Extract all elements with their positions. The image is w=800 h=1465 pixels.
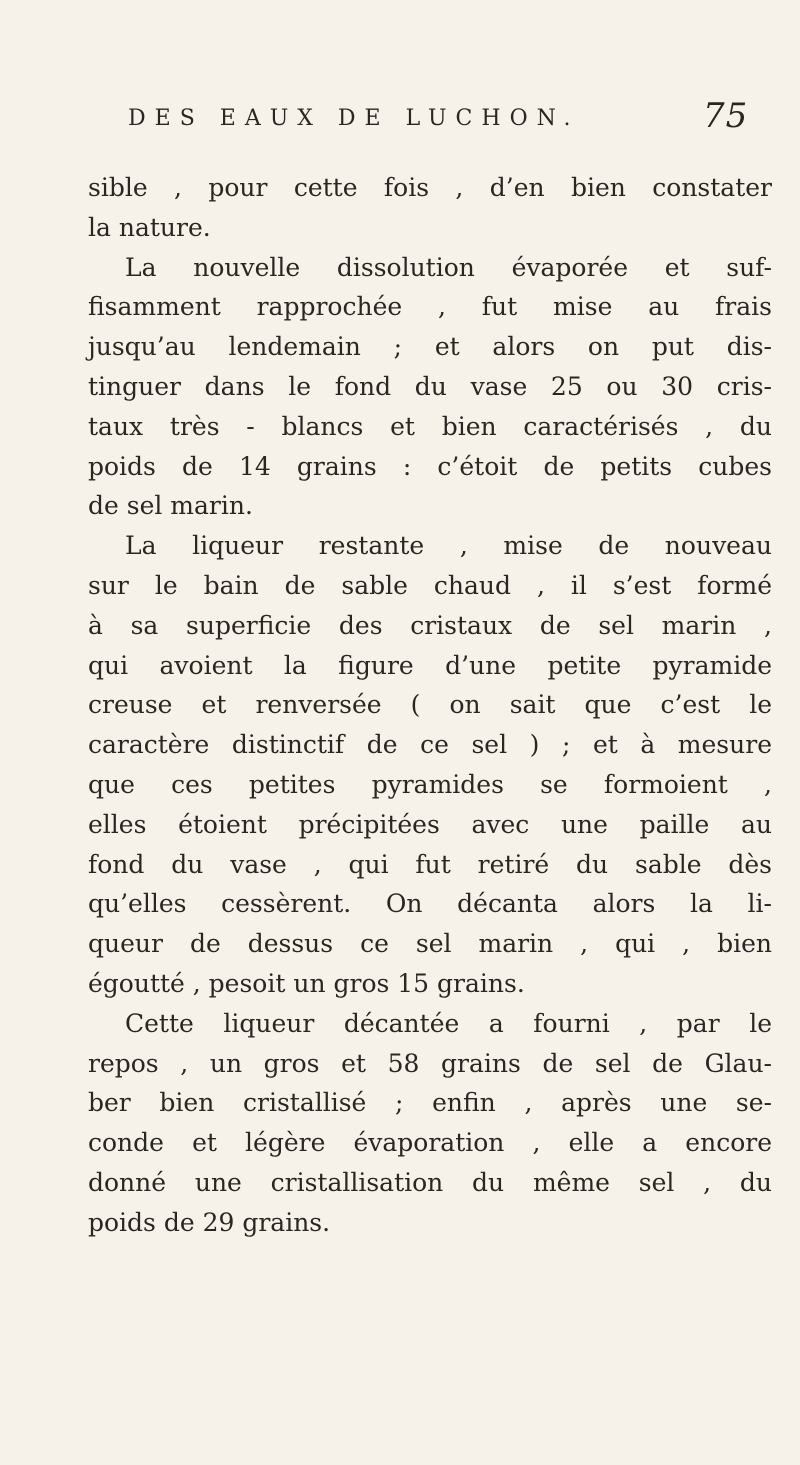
text-line: repos , un gros et 58 grains de sel de Glau- [88,1048,772,1078]
text-line: donné une cristallisation du même sel , du [88,1167,772,1197]
text-line: qui avoient la figure d’une petite pyramide [88,650,772,680]
page-number: 75 [703,96,749,136]
text-line: de sel marin. [88,491,253,521]
text-line: sible , pour cette fois , d’en bien constater [88,173,772,202]
text-line: La nouvelle dissolution évaporée et suf- [125,252,772,282]
running-head [128,92,748,152]
text-line: la nature. [88,212,211,242]
text-line: caractère distinctif de ce sel ) ; et à mesure [88,730,772,760]
text-line: creuse et renversée ( on sait que c’est le [88,690,772,720]
text-line: tinguer dans le fond du vase 25 ou 30 cris- [88,371,772,401]
text-line: sur le bain de sable chaud , il s’est formé [88,570,772,600]
text-line: La liqueur restante , mise de nouveau [125,531,772,561]
text-line: fisamment rapprochée , fut mise au frais [88,292,772,322]
text-line: queur de dessus ce sel marin , qui , bien [88,929,772,959]
text-line: Cette liqueur décantée a fourni , par le [125,1008,772,1038]
body-text [88,168,772,1243]
text-line: jusqu’au lendemain ; et alors on put dis- [88,332,772,362]
text-line: taux très - blancs et bien caractérisés , du [88,411,772,441]
text-line: elles étoient précipitées avec une paille au [88,809,772,839]
running-title: DES EAUX DE LUCHON. [128,106,580,131]
text-line: qu’elles cessèrent. On décanta alors la li- [88,889,772,919]
text-line: fond du vase , qui fut retiré du sable dès [88,849,772,879]
text-line: à sa superficie des cristaux de sel marin , [88,610,772,640]
text-line: poids de 29 grains. [88,1207,331,1237]
text-line: conde et légère évaporation , elle a encore [88,1128,772,1158]
text-line: ber bien cristallisé ; enfin , après une se- [88,1088,772,1118]
text-line: égoutté , pesoit un gros 15 grains. [88,968,525,998]
text-line: poids de 14 grains : c’étoit de petits cubes [88,451,772,481]
text-line: que ces petites pyramides se formoient , [88,769,772,799]
